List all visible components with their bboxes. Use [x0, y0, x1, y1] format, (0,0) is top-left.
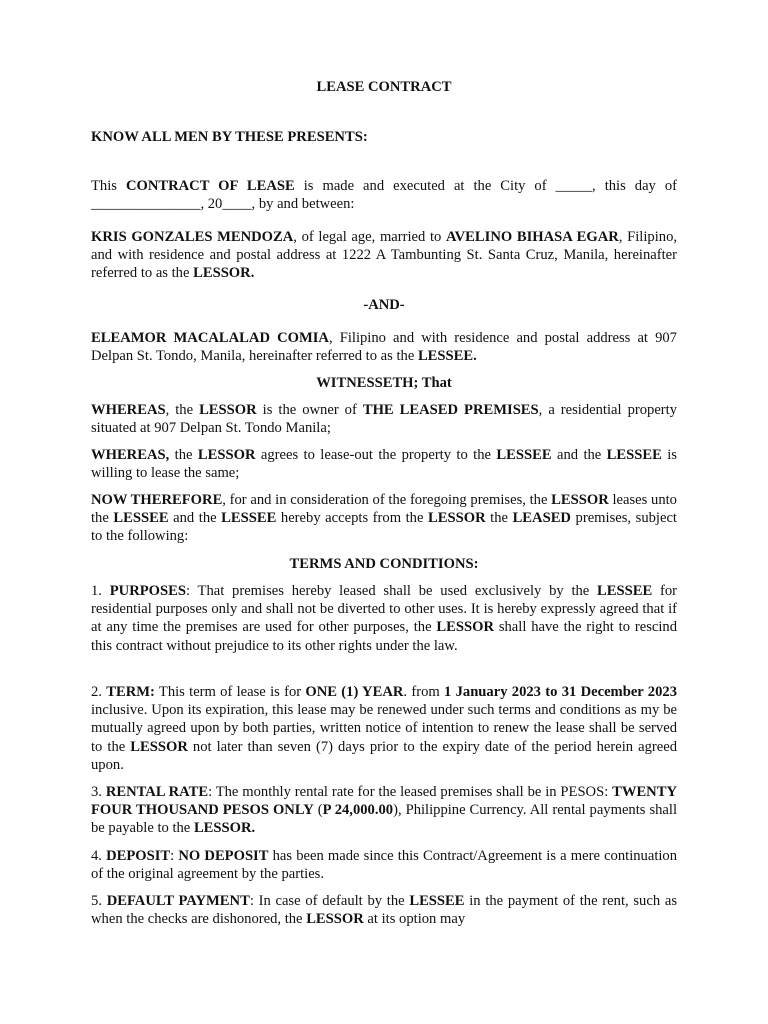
- whereas-paragraph-1: WHEREAS, the LESSOR is the owner of THE LEASED PREMISES, a residential property situated at 907 Delpan St. Tondo Manila;: [91, 402, 678, 437]
- term-3-rental-rate: 3. RENTAL RATE: The monthly rental rate for the leased premises shall be in PESOS: TWENTY FOUR THOUSAND PESOS ONLY (P 24,000.00), Philippine Currency. All rental payments shall be payable to the LESSOR.: [91, 784, 678, 837]
- presents-heading: KNOW ALL MEN BY THESE PRESENTS:: [91, 129, 368, 145]
- lessor-spouse: AVELINO BIHASA EGAR: [445, 229, 619, 245]
- document-title: LEASE CONTRACT: [316, 79, 452, 95]
- term-1-purposes: 1. PURPOSES: That premises hereby leased shall be used exclusively by the LESSEE for residential purposes only and shall not be diverted to other uses. It is hereby expressly agreed that if at any time the premises are used for other purposes, the LESSOR shall have the right to rescind this contract without prejudice to its other rights under the law.: [91, 583, 678, 654]
- and-divider: -AND-: [363, 297, 405, 313]
- term-2-term: 2. TERM: This term of lease is for ONE (1) YEAR. from 1 January 2023 to 31 December 2023 inclusive. Upon its expiration, this lease may be renewed under such terms and conditions as my be mutually agreed upon by both parties, written notice of intention to renew the lease shall be served to the LESSOR not later than seven (7) days prior to the expiry date of the period herein agreed upon.: [91, 684, 677, 773]
- whereas-paragraph-2: WHEREAS, the LESSOR agrees to lease-out the property to the LESSEE and the LESSEE is willing to lease the same;: [91, 447, 677, 482]
- term-4-deposit: 4. DEPOSIT: NO DEPOSIT has been made since this Contract/Agreement is a mere continuation of the original agreement by the parties.: [91, 848, 678, 883]
- witnesseth-heading: WITNESSETH; That: [316, 375, 452, 391]
- lessor-name: KRIS GONZALES MENDOZA: [91, 229, 294, 245]
- now-therefore-paragraph: NOW THEREFORE, for and in consideration of the foregoing premises, the LESSOR leases unto the LESSEE and the LESSEE hereby accepts from the LESSOR the LEASED premises, subject to the following:: [91, 492, 677, 545]
- intro-paragraph: This CONTRACT OF LEASE is made and executed at the City of _____, this day of _______________, 20____, by and between:: [91, 178, 677, 213]
- lessee-name: ELEAMOR MACALALAD COMIA: [91, 330, 329, 346]
- presents-heading-block: [91, 128, 677, 146]
- terms-heading: TERMS AND CONDITIONS:: [289, 556, 479, 572]
- lessee-paragraph: ELEAMOR MACALALAD COMIA, Filipino and with residence and postal address at 907 Delpan St. Tondo, Manila, hereinafter referred to as the LESSEE.: [91, 330, 677, 365]
- lessor-paragraph: KRIS GONZALES MENDOZA, of legal age, married to AVELINO BIHASA EGAR, Filipino, and with residence and postal address at 1222 A Tambunting St. Santa Cruz, Manila, hereinafter referred to as the LESSOR.: [91, 229, 678, 282]
- term-5-default-payment: 5. DEFAULT PAYMENT: In case of default by the LESSEE in the payment of the rent, such as when the checks are dishonored, the LESSOR at its option may: [91, 893, 678, 928]
